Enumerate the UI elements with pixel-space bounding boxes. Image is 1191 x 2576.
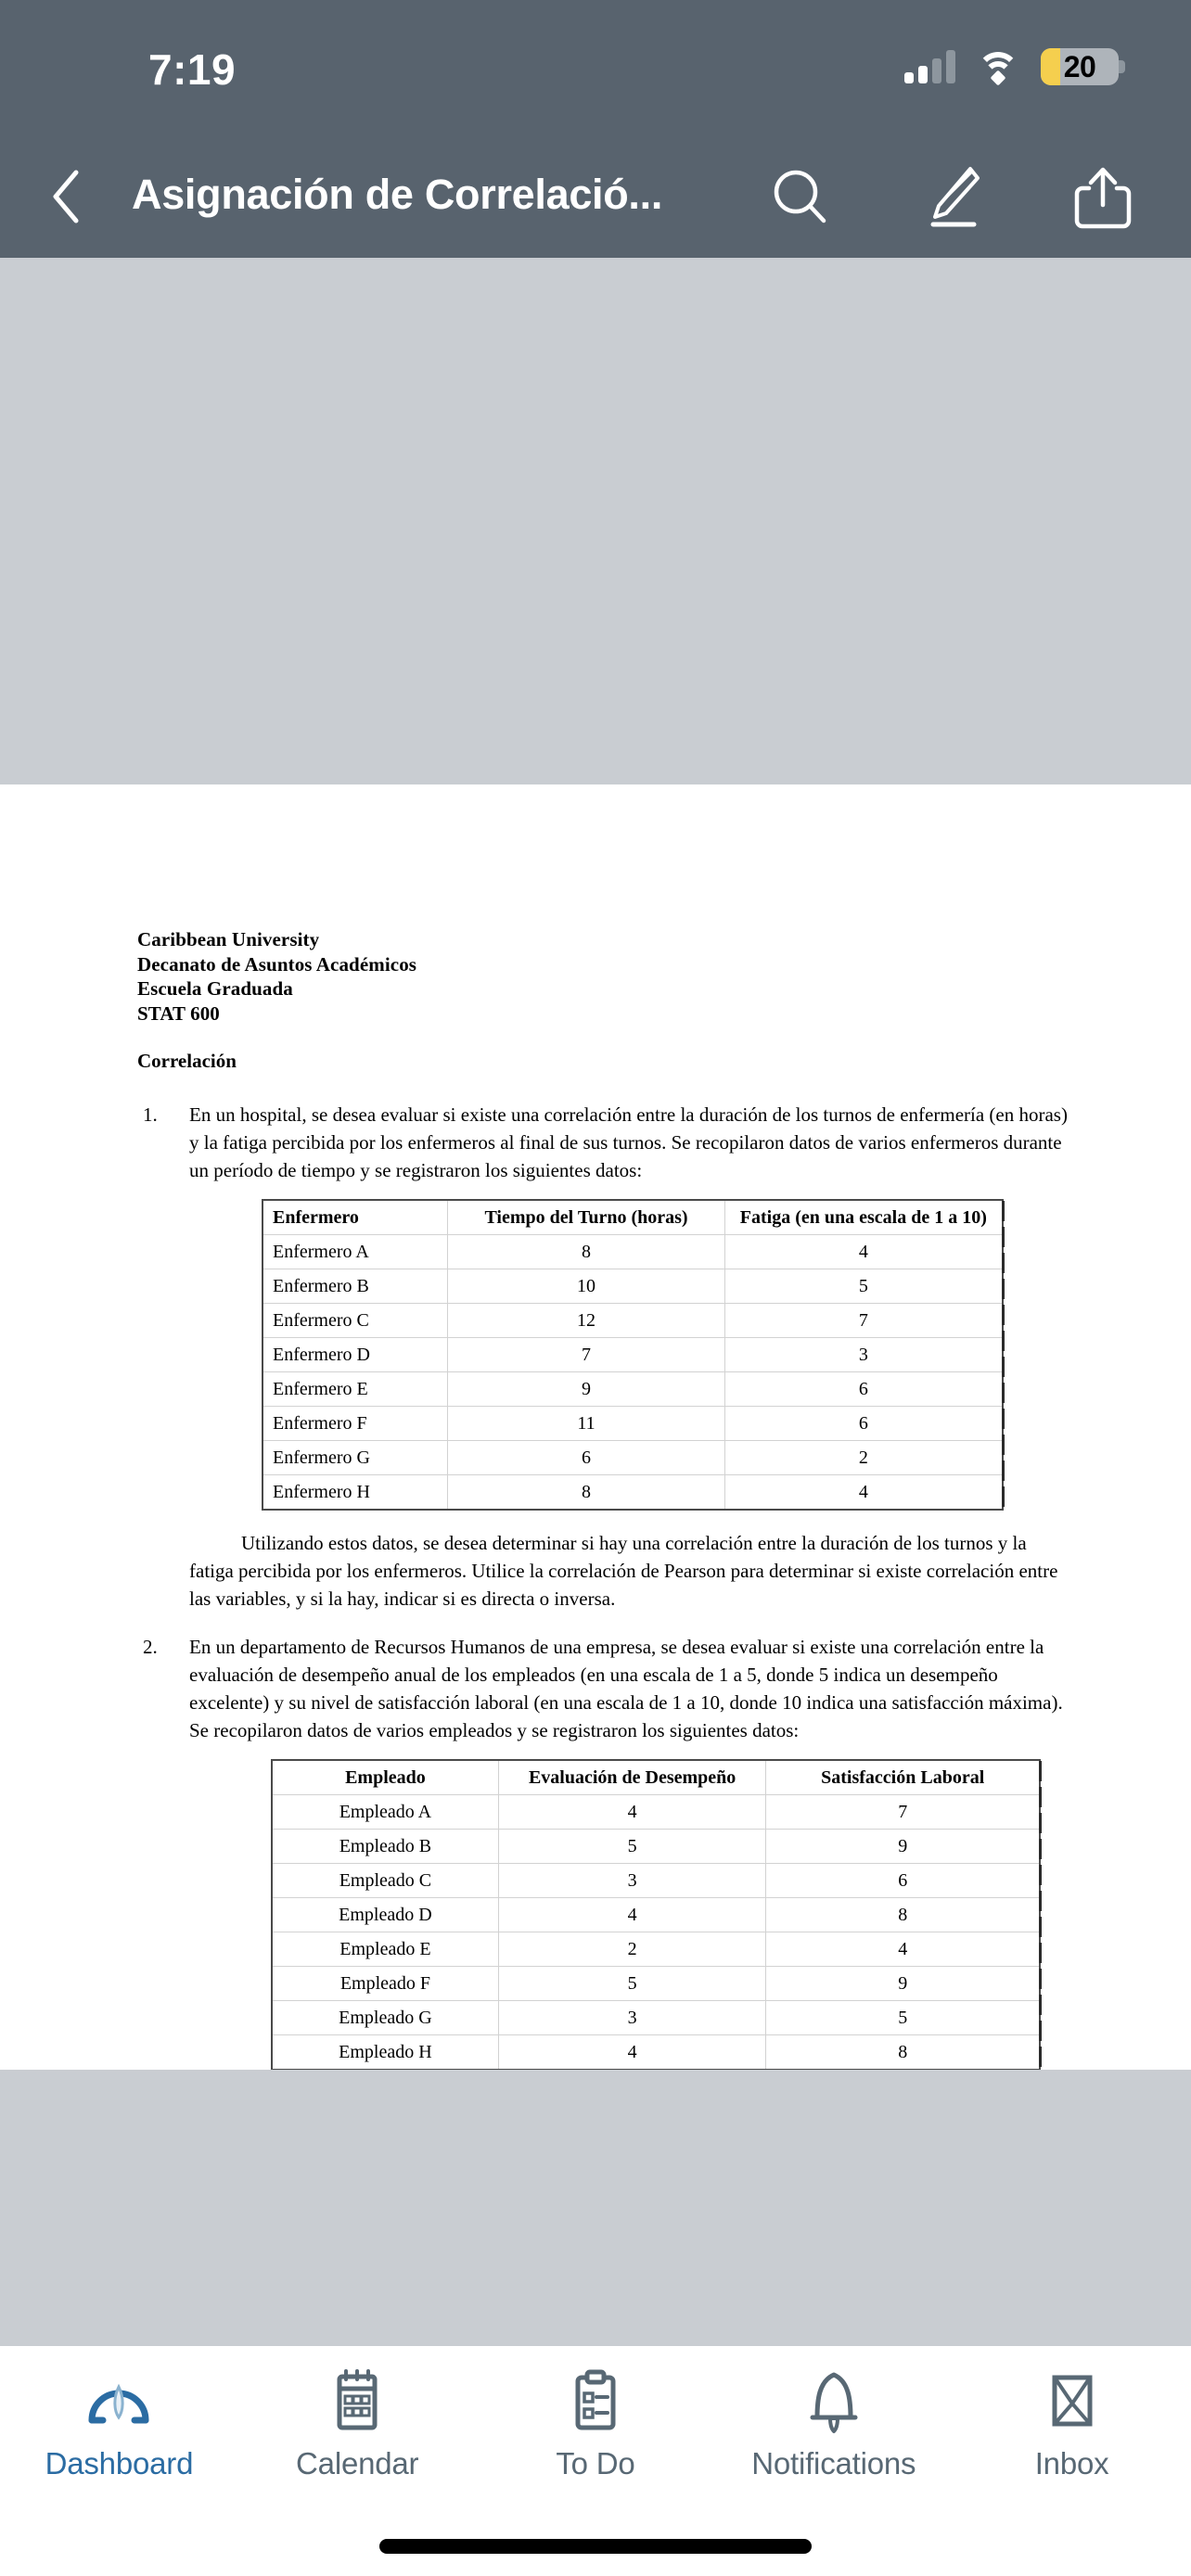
- table-row: [273, 1898, 1039, 1932]
- cell-performance: 2: [499, 1932, 767, 1967]
- column-header: Tiempo del Turno (horas): [448, 1201, 724, 1235]
- nurse-data-table-wrapper: [262, 1199, 1074, 1511]
- table-row: [263, 1372, 1002, 1407]
- cell-name: Empleado F: [273, 1967, 499, 2001]
- table-row: [273, 1864, 1039, 1898]
- table-row: [263, 1338, 1002, 1372]
- cell-satisfaction: 6: [766, 1864, 1039, 1898]
- cell-satisfaction: 8: [898, 2042, 908, 2062]
- cell-shift: 8: [448, 1475, 724, 1509]
- home-indicator[interactable]: [379, 2539, 812, 2554]
- cell-performance: 4: [499, 1795, 767, 1830]
- tab-label: Dashboard: [45, 2446, 194, 2480]
- document-content: [137, 927, 1074, 2176]
- cell-performance: 5: [499, 1830, 767, 1864]
- table-row: [263, 1407, 1002, 1441]
- table-row: [263, 1304, 1002, 1338]
- cell-name: Empleado C: [273, 1864, 499, 1898]
- tab-label: Calendar: [296, 2446, 419, 2480]
- employee-data-table: [271, 1759, 1041, 2071]
- cell-performance: 5: [499, 1967, 767, 2001]
- cell-shift: 10: [448, 1269, 724, 1304]
- table-row: [273, 1830, 1039, 1864]
- column-header: Fatiga (en una escala de 1 a 10): [725, 1201, 1002, 1235]
- cell-satisfaction: 5: [766, 2001, 1039, 2035]
- cell-satisfaction: 9: [766, 1967, 1039, 2001]
- table-row: [263, 1441, 1002, 1475]
- markup-pen-icon[interactable]: [916, 161, 989, 234]
- cell-name: Empleado G: [273, 2001, 499, 2035]
- back-chevron-icon[interactable]: [32, 161, 102, 232]
- cell-name: Enfermero D: [263, 1338, 448, 1372]
- navigation-bar: [0, 137, 1191, 258]
- table-edge-marks: [1002, 1201, 1005, 1509]
- page-title: Asignación de Correlació...: [132, 171, 663, 218]
- table-edge-marks: [1039, 1761, 1042, 2069]
- cell-fatigue: 6: [725, 1407, 1002, 1441]
- cell-name: Enfermero B: [263, 1269, 448, 1304]
- cell-name: Empleado A: [273, 1795, 499, 1830]
- cell-shift: 7: [448, 1338, 724, 1372]
- bottom-tab-bar: [0, 2344, 1191, 2576]
- cell-name: Empleado B: [273, 1830, 499, 1864]
- question-number: 2.: [143, 1636, 158, 1658]
- battery-low-power-icon: [1041, 48, 1119, 85]
- cell-name: Enfermero F: [263, 1407, 448, 1441]
- doc-header-line: STAT 600: [137, 1001, 220, 1025]
- cell-fatigue: 4: [725, 1235, 1002, 1269]
- cell-name: Enfermero C: [263, 1304, 448, 1338]
- tab-dashboard[interactable]: [0, 2366, 238, 2481]
- cell-fatigue: 6: [725, 1372, 1002, 1407]
- column-header: Satisfacción Laboral: [766, 1761, 1039, 1795]
- tab-calendar[interactable]: [238, 2366, 477, 2481]
- column-header: Enfermero: [263, 1201, 448, 1235]
- cell-fatigue: 4: [858, 1482, 868, 1502]
- question-text: En un hospital, se desea evaluar si existe una correlación entre la duración de los turnos de enfermería (en horas) y la fatiga percibida por los enfermeros al final de sus turnos. Se recopilaron datos de varios enfermeros durante un período de tiempo y se registraron los siguientes datos:: [189, 1103, 1068, 1181]
- cell-fatigue: 3: [725, 1338, 1002, 1372]
- clipboard-todo-icon: [561, 2366, 630, 2435]
- tab-label: To Do: [556, 2446, 635, 2480]
- cell-performance: 3: [499, 2001, 767, 2035]
- dashboard-gauge-icon: [84, 2366, 153, 2435]
- document-viewer-backdrop[interactable]: [0, 258, 1191, 2344]
- status-indicators: [904, 48, 1119, 85]
- wifi-icon: [976, 50, 1020, 83]
- question-number: 1.: [143, 1103, 158, 1126]
- employee-data-table-wrapper: [271, 1759, 1074, 2071]
- cell-performance: 4: [499, 2035, 767, 2069]
- cell-name: Empleado D: [273, 1898, 499, 1932]
- cell-shift: 8: [448, 1235, 724, 1269]
- bell-icon: [800, 2366, 868, 2435]
- table-row: [263, 1475, 1002, 1509]
- question-text: En un departamento de Recursos Humanos de una empresa, se desea evaluar si existe una correlación entre la evaluación de desempeño anual de los empleados (en una escala de 1 a 5, donde 5 indica un desempeño excelente) y su nivel de satisfacción laboral (en una escala de 1 a 10, donde 10 indica una satisfacción máxima). Se recopilaron datos de varios empleados y se registraron los siguientes datos:: [189, 1636, 1063, 1741]
- doc-header-line: Caribbean University: [137, 928, 320, 950]
- tab-notifications[interactable]: [714, 2366, 953, 2481]
- cell-satisfaction: 4: [766, 1932, 1039, 1967]
- cell-shift: 9: [448, 1372, 724, 1407]
- doc-header-line: Escuela Graduada: [137, 977, 293, 1000]
- cell-performance: 3: [499, 1864, 767, 1898]
- cell-name: Empleado H: [273, 2035, 499, 2069]
- question-1-closing-paragraph: Utilizando estos datos, se desea determinar si hay una correlación entre la duración de los turnos y la fatiga percibida por los enfermeros. Utilice la correlación de Pearson para determinar si existe correlación entre las variables, y si la hay, indicar si es directa o inversa.: [189, 1532, 1058, 1610]
- document-viewer-bottom-backdrop: [0, 2070, 1191, 2344]
- table-row: [273, 1795, 1039, 1830]
- tab-label: Inbox: [1034, 2446, 1109, 2480]
- column-header: Empleado: [273, 1761, 499, 1795]
- tab-label: Notifications: [751, 2446, 916, 2480]
- doc-header-line: Decanato de Asuntos Académicos: [137, 952, 417, 976]
- search-icon[interactable]: [764, 161, 837, 234]
- tab-inbox[interactable]: [953, 2366, 1191, 2481]
- status-bar: [0, 0, 1191, 137]
- doc-section-title: Correlación: [137, 1050, 237, 1072]
- cell-fatigue: 7: [725, 1304, 1002, 1338]
- tab-to-do[interactable]: [477, 2366, 715, 2481]
- cell-performance: 4: [499, 1898, 767, 1932]
- cell-fatigue: 5: [725, 1269, 1002, 1304]
- cellular-signal-icon: [904, 50, 955, 83]
- question-item-1: [137, 1101, 1074, 1613]
- cell-name: Empleado E: [273, 1932, 499, 1967]
- cell-name: Enfermero G: [263, 1441, 448, 1475]
- table-header-row: [263, 1201, 1002, 1235]
- cell-shift: 12: [448, 1304, 724, 1338]
- table-row: [273, 2001, 1039, 2035]
- table-row: [263, 1269, 1002, 1304]
- table-row: [263, 1235, 1002, 1269]
- table-row: [273, 1932, 1039, 1967]
- table-header-row: [273, 1761, 1039, 1795]
- cell-shift: 11: [448, 1407, 724, 1441]
- cell-fatigue: 2: [725, 1441, 1002, 1475]
- cell-satisfaction: 7: [766, 1795, 1039, 1830]
- cell-satisfaction: 9: [766, 1830, 1039, 1864]
- battery-percent-label: 20: [1063, 49, 1096, 83]
- envelope-icon: [1038, 2366, 1107, 2435]
- cell-shift: 6: [448, 1441, 724, 1475]
- calendar-icon: [323, 2366, 391, 2435]
- cell-name: Enfermero H: [263, 1475, 448, 1509]
- status-time: 7:19: [148, 45, 237, 94]
- table-row: [273, 1967, 1039, 2001]
- column-header: Evaluación de Desempeño: [499, 1761, 767, 1795]
- cell-satisfaction: 8: [766, 1898, 1039, 1932]
- share-icon[interactable]: [1067, 161, 1139, 234]
- cell-name: Enfermero E: [263, 1372, 448, 1407]
- table-row: [273, 2035, 1039, 2069]
- cell-name: Enfermero A: [263, 1235, 448, 1269]
- question-list: [137, 1101, 1074, 2173]
- nurse-data-table: [262, 1199, 1004, 1511]
